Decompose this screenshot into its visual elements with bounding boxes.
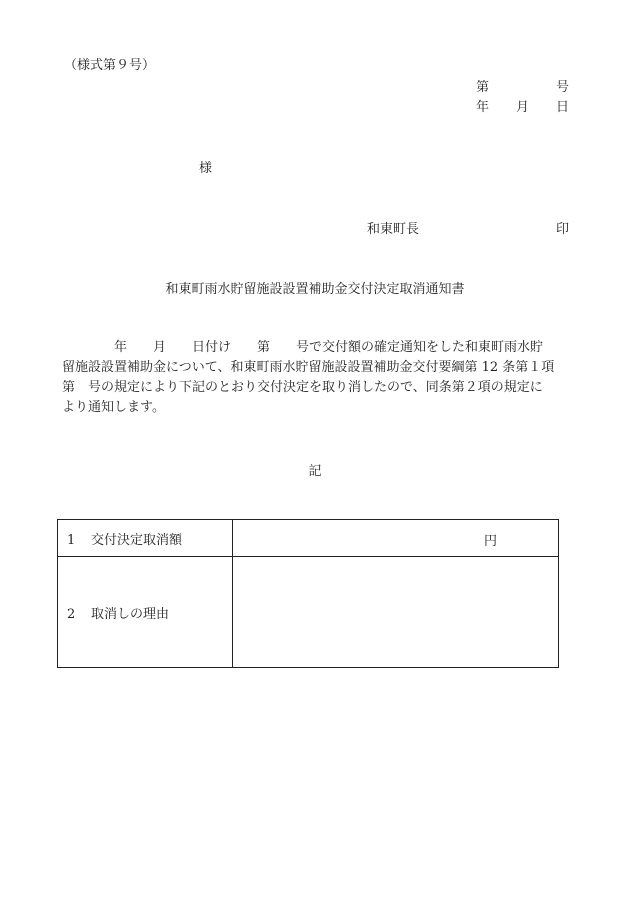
ki-heading: 記 [308, 464, 322, 479]
row-number: 2 [67, 606, 76, 622]
seal-mark: 印 [556, 222, 570, 237]
yen-unit: 円 [484, 534, 498, 549]
table-row [58, 520, 559, 557]
document-number-label: 第 [476, 80, 490, 95]
row-number: 1 [67, 532, 76, 548]
date-month-label: 月 [516, 100, 530, 115]
cancel-amount-label-cell [58, 520, 233, 557]
cancel-amount-label: 交付決定取消額 [91, 532, 183, 548]
detail-table [57, 519, 559, 668]
table-row [58, 557, 559, 668]
cancel-reason-value-cell [233, 557, 559, 668]
date-year-label: 年 [476, 100, 490, 115]
document-title: 和東町雨水貯留施設設置補助金交付決定取消通知書 [165, 282, 465, 297]
body-line: 留施設設置補助金について、和東町雨水貯留施設設置補助金交付要綱第 12 条第１項 [62, 360, 555, 375]
cancel-amount-value-cell [233, 520, 559, 557]
sender-name: 和東町長 [367, 222, 420, 237]
body-paragraph [62, 338, 570, 418]
date-day-label: 日 [556, 100, 570, 115]
body-line: より通知します。 [62, 400, 165, 415]
cancel-reason-label-cell [58, 557, 233, 668]
document-number-suffix: 号 [556, 80, 570, 95]
cancel-reason-label: 取消しの理由 [91, 606, 170, 622]
addressee-honorific: 様 [199, 161, 213, 176]
body-line: 第 号の規定により下記のとおり交付決定を取り消したので、同条第２項の規定に [62, 380, 543, 395]
body-line: 年 月 日付け 第 号で交付額の確定通知をした和東町雨水貯 [62, 340, 544, 355]
form-number: （様式第９号） [64, 58, 156, 73]
